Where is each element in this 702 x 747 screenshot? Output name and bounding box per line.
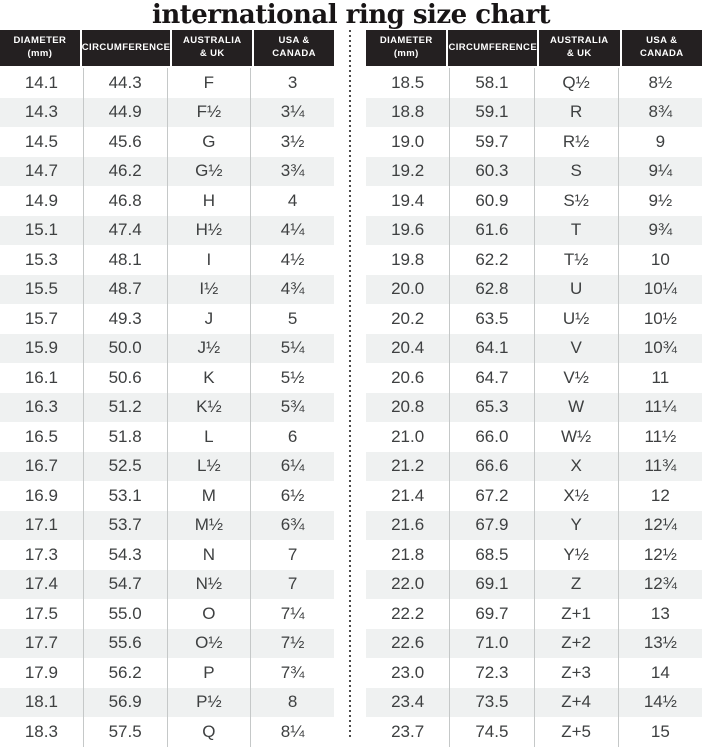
- table-cell: 23.7: [391, 721, 425, 741]
- table-cell: 15.9: [24, 338, 58, 358]
- table-row: [0, 658, 334, 688]
- table-cell: 5¼: [250, 334, 334, 364]
- table-cell: Z+4: [534, 688, 618, 718]
- table-cell: 18.8: [391, 102, 425, 122]
- table-cell: Q½: [534, 68, 618, 98]
- table-cell: 46.8: [83, 186, 167, 216]
- table-cell: 19.6: [391, 220, 425, 240]
- table-cell: 4½: [250, 245, 334, 275]
- table-cell: 21.4: [391, 485, 425, 505]
- table-cell: W: [534, 393, 618, 423]
- table-cell: 59.7: [449, 127, 533, 157]
- table-cell: 18.1: [24, 692, 58, 712]
- table-cell: R½: [534, 127, 618, 157]
- table-cell: 20.2: [391, 308, 425, 328]
- table-row: [0, 511, 334, 541]
- table-cell: 44.9: [83, 98, 167, 128]
- table-cell: 17.1: [24, 515, 58, 535]
- table-row: [366, 245, 702, 275]
- table-cell: 17.9: [24, 662, 58, 682]
- table-cell: 21.2: [391, 456, 425, 476]
- column-header: AUSTRALIA & UK: [172, 30, 252, 66]
- table-header-row: [0, 30, 334, 66]
- table-cell: N½: [167, 570, 251, 600]
- table-row: [0, 216, 334, 246]
- dotted-divider-line: [349, 30, 351, 740]
- table-cell: 58.1: [449, 68, 533, 98]
- table-cell: 44.3: [83, 68, 167, 98]
- table-row: [0, 275, 334, 305]
- table-cell: 67.2: [449, 481, 533, 511]
- table-cell: 9½: [618, 186, 702, 216]
- table-cell: 17.3: [24, 544, 58, 564]
- table-cell: 4: [250, 186, 334, 216]
- table-cell: 8½: [618, 68, 702, 98]
- table-row: [0, 127, 334, 157]
- table-cell: 14.1: [24, 72, 58, 92]
- table-row: [0, 629, 334, 659]
- table-header-row: [366, 30, 702, 66]
- table-cell: 12: [618, 481, 702, 511]
- table-cell: 7¼: [250, 599, 334, 629]
- table-cell: 46.2: [83, 157, 167, 187]
- table-cell: 15: [618, 717, 702, 747]
- table-row: [366, 540, 702, 570]
- table-cell: S: [534, 157, 618, 187]
- table-row: [0, 304, 334, 334]
- table-row: [0, 540, 334, 570]
- table-row: [0, 393, 334, 423]
- table-cell: 56.9: [83, 688, 167, 718]
- table-cell: 47.4: [83, 216, 167, 246]
- table-cell: G½: [167, 157, 251, 187]
- table-cell: 14½: [618, 688, 702, 718]
- table-row: [0, 481, 334, 511]
- table-cell: 20.0: [391, 279, 425, 299]
- table-cell: 8¾: [618, 98, 702, 128]
- table-cell: 14: [618, 658, 702, 688]
- table-cell: 20.4: [391, 338, 425, 358]
- table-cell: 72.3: [449, 658, 533, 688]
- table-cell: X½: [534, 481, 618, 511]
- table-cell: 3¾: [250, 157, 334, 187]
- table-cell: 17.5: [24, 603, 58, 623]
- table-cell: V½: [534, 363, 618, 393]
- table-cell: 20.8: [391, 397, 425, 417]
- table-cell: 12¾: [618, 570, 702, 600]
- page-title: international ring size chart: [151, 0, 551, 30]
- table-cell: 7½: [250, 629, 334, 659]
- table-cell: 6¾: [250, 511, 334, 541]
- table-cell: 9¾: [618, 216, 702, 246]
- table-row: [0, 688, 334, 718]
- table-cell: 13½: [618, 629, 702, 659]
- table-cell: 16.1: [24, 367, 58, 387]
- ring-size-chart: [0, 30, 702, 747]
- table-cell: 5½: [250, 363, 334, 393]
- table-cell: 10¾: [618, 334, 702, 364]
- table-row: [366, 717, 702, 747]
- table-cell: 16.3: [24, 397, 58, 417]
- table-cell: 62.2: [449, 245, 533, 275]
- column-header: CIRCUMFERENCE: [82, 30, 171, 66]
- table-row: [0, 452, 334, 482]
- table-cell: 18.5: [391, 72, 425, 92]
- table-body: [0, 68, 334, 747]
- table-row: [366, 334, 702, 364]
- table-cell: S½: [534, 186, 618, 216]
- table-body: [366, 68, 702, 747]
- table-cell: 19.4: [391, 190, 425, 210]
- table-cell: J½: [167, 334, 251, 364]
- table-cell: F½: [167, 98, 251, 128]
- table-row: [0, 157, 334, 187]
- table-cell: 71.0: [449, 629, 533, 659]
- table-cell: 7: [250, 570, 334, 600]
- table-row: [366, 599, 702, 629]
- table-cell: 5¾: [250, 393, 334, 423]
- table-cell: 22.2: [391, 603, 425, 623]
- table-cell: 7: [250, 540, 334, 570]
- table-cell: 21.0: [391, 426, 425, 446]
- column-header: DIAMETER (mm): [366, 30, 446, 66]
- table-cell: 62.8: [449, 275, 533, 305]
- table-row: [366, 511, 702, 541]
- table-cell: 60.9: [449, 186, 533, 216]
- table-cell: 19.8: [391, 249, 425, 269]
- table-cell: 12½: [618, 540, 702, 570]
- table-cell: 16.9: [24, 485, 58, 505]
- table-cell: 53.1: [83, 481, 167, 511]
- table-row: [366, 68, 702, 98]
- table-cell: 50.6: [83, 363, 167, 393]
- table-row: [366, 363, 702, 393]
- table-row: [0, 334, 334, 364]
- table-row: [366, 127, 702, 157]
- table-cell: 56.2: [83, 658, 167, 688]
- table-cell: O½: [167, 629, 251, 659]
- ring-size-table-left: [0, 30, 334, 747]
- table-cell: O: [167, 599, 251, 629]
- table-row: [0, 422, 334, 452]
- table-cell: Z+1: [534, 599, 618, 629]
- table-row: [366, 304, 702, 334]
- table-cell: 10¼: [618, 275, 702, 305]
- table-cell: 3¼: [250, 98, 334, 128]
- table-cell: 9¼: [618, 157, 702, 187]
- table-row: [0, 599, 334, 629]
- table-cell: 19.2: [391, 161, 425, 181]
- table-cell: 69.7: [449, 599, 533, 629]
- table-row: [366, 570, 702, 600]
- table-cell: 19.0: [391, 131, 425, 151]
- table-cell: G: [167, 127, 251, 157]
- table-row: [366, 393, 702, 423]
- table-cell: 16.7: [24, 456, 58, 476]
- table-row: [366, 186, 702, 216]
- table-cell: 51.8: [83, 422, 167, 452]
- table-cell: 21.6: [391, 515, 425, 535]
- table-cell: 54.3: [83, 540, 167, 570]
- table-row: [0, 363, 334, 393]
- table-cell: 4¼: [250, 216, 334, 246]
- table-row: [366, 98, 702, 128]
- table-cell: 49.3: [83, 304, 167, 334]
- table-cell: 63.5: [449, 304, 533, 334]
- table-row: [366, 688, 702, 718]
- table-cell: 8: [250, 688, 334, 718]
- table-cell: 23.4: [391, 692, 425, 712]
- table-cell: P½: [167, 688, 251, 718]
- table-cell: F: [167, 68, 251, 98]
- column-header: DIAMETER (mm): [0, 30, 80, 66]
- table-cell: 52.5: [83, 452, 167, 482]
- table-cell: 69.1: [449, 570, 533, 600]
- table-cell: L½: [167, 452, 251, 482]
- column-header: AUSTRALIA & UK: [539, 30, 619, 66]
- table-cell: 51.2: [83, 393, 167, 423]
- table-cell: U½: [534, 304, 618, 334]
- table-cell: 7¾: [250, 658, 334, 688]
- column-header: USA & CANADA: [254, 30, 334, 66]
- table-cell: 61.6: [449, 216, 533, 246]
- table-cell: N: [167, 540, 251, 570]
- table-cell: 48.7: [83, 275, 167, 305]
- table-cell: 15.3: [24, 249, 58, 269]
- table-separator: [334, 30, 366, 747]
- table-cell: 8¼: [250, 717, 334, 747]
- table-cell: 17.4: [24, 574, 58, 594]
- column-header: USA & CANADA: [622, 30, 702, 66]
- table-cell: 3½: [250, 127, 334, 157]
- table-cell: 20.6: [391, 367, 425, 387]
- table-cell: 68.5: [449, 540, 533, 570]
- table-cell: V: [534, 334, 618, 364]
- table-cell: U: [534, 275, 618, 305]
- table-row: [366, 275, 702, 305]
- table-cell: 54.7: [83, 570, 167, 600]
- table-cell: J: [167, 304, 251, 334]
- table-cell: 23.0: [391, 662, 425, 682]
- table-cell: M½: [167, 511, 251, 541]
- table-cell: 5: [250, 304, 334, 334]
- table-cell: H: [167, 186, 251, 216]
- table-cell: 64.1: [449, 334, 533, 364]
- table-cell: Z: [534, 570, 618, 600]
- table-cell: 16.5: [24, 426, 58, 446]
- table-cell: 14.7: [24, 161, 58, 181]
- table-cell: 6½: [250, 481, 334, 511]
- table-cell: 21.8: [391, 544, 425, 564]
- table-cell: 66.6: [449, 452, 533, 482]
- table-cell: 11½: [618, 422, 702, 452]
- table-cell: 50.0: [83, 334, 167, 364]
- table-cell: 14.3: [24, 102, 58, 122]
- table-cell: 53.7: [83, 511, 167, 541]
- table-row: [0, 186, 334, 216]
- table-row: [366, 481, 702, 511]
- table-cell: Y½: [534, 540, 618, 570]
- table-row: [366, 216, 702, 246]
- table-cell: 3: [250, 68, 334, 98]
- table-cell: 6: [250, 422, 334, 452]
- table-cell: 73.5: [449, 688, 533, 718]
- table-cell: Q: [167, 717, 251, 747]
- table-cell: 57.5: [83, 717, 167, 747]
- table-cell: 11¼: [618, 393, 702, 423]
- table-cell: H½: [167, 216, 251, 246]
- table-row: [366, 452, 702, 482]
- table-cell: 4¾: [250, 275, 334, 305]
- table-cell: 9: [618, 127, 702, 157]
- table-cell: 14.5: [24, 131, 58, 151]
- column-header: CIRCUMFERENCE: [448, 30, 537, 66]
- table-row: [0, 570, 334, 600]
- table-cell: 6¼: [250, 452, 334, 482]
- table-cell: 45.6: [83, 127, 167, 157]
- table-cell: Y: [534, 511, 618, 541]
- table-row: [0, 245, 334, 275]
- table-cell: 74.5: [449, 717, 533, 747]
- table-row: [0, 717, 334, 747]
- table-cell: 15.1: [24, 220, 58, 240]
- table-cell: 22.6: [391, 633, 425, 653]
- table-cell: 12¼: [618, 511, 702, 541]
- table-cell: Z+5: [534, 717, 618, 747]
- table-cell: W½: [534, 422, 618, 452]
- table-cell: 60.3: [449, 157, 533, 187]
- table-cell: 59.1: [449, 98, 533, 128]
- table-row: [366, 422, 702, 452]
- table-cell: X: [534, 452, 618, 482]
- table-cell: 14.9: [24, 190, 58, 210]
- table-cell: 11¾: [618, 452, 702, 482]
- table-cell: I: [167, 245, 251, 275]
- table-cell: 10: [618, 245, 702, 275]
- table-row: [366, 658, 702, 688]
- table-row: [0, 68, 334, 98]
- table-cell: I½: [167, 275, 251, 305]
- table-cell: 55.6: [83, 629, 167, 659]
- table-row: [366, 629, 702, 659]
- table-cell: 64.7: [449, 363, 533, 393]
- table-cell: T½: [534, 245, 618, 275]
- table-cell: 66.0: [449, 422, 533, 452]
- table-cell: R: [534, 98, 618, 128]
- table-cell: 15.5: [24, 279, 58, 299]
- ring-size-table-right: [366, 30, 702, 747]
- table-cell: 67.9: [449, 511, 533, 541]
- table-row: [0, 98, 334, 128]
- table-cell: Z+2: [534, 629, 618, 659]
- table-cell: T: [534, 216, 618, 246]
- table-row: [366, 157, 702, 187]
- table-cell: Z+3: [534, 658, 618, 688]
- table-cell: 18.3: [24, 721, 58, 741]
- table-cell: 10½: [618, 304, 702, 334]
- table-cell: 11: [618, 363, 702, 393]
- table-cell: 55.0: [83, 599, 167, 629]
- table-cell: 17.7: [24, 633, 58, 653]
- table-cell: L: [167, 422, 251, 452]
- table-cell: 15.7: [24, 308, 58, 328]
- table-cell: 65.3: [449, 393, 533, 423]
- table-cell: 13: [618, 599, 702, 629]
- table-cell: K½: [167, 393, 251, 423]
- table-cell: M: [167, 481, 251, 511]
- table-cell: 22.0: [391, 574, 425, 594]
- table-cell: P: [167, 658, 251, 688]
- table-cell: 48.1: [83, 245, 167, 275]
- table-cell: K: [167, 363, 251, 393]
